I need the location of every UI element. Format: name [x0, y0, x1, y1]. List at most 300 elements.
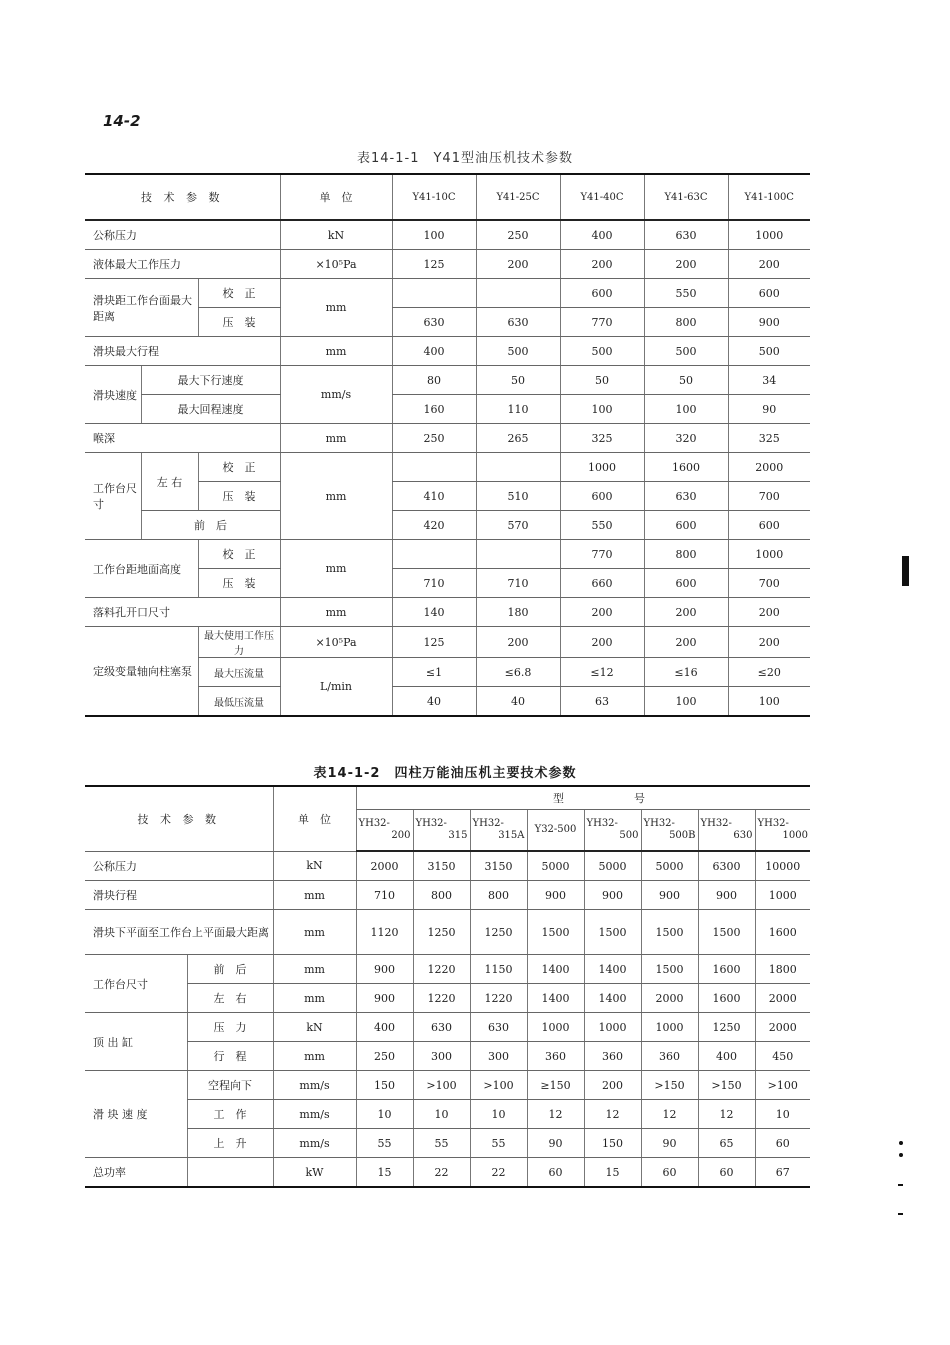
- table2-header-row: [85, 786, 810, 810]
- header-model: [584, 810, 641, 852]
- row-label: 滑块速度: [85, 366, 141, 424]
- value-cell: 550: [644, 279, 728, 308]
- header-unit: 单 位: [280, 174, 392, 220]
- group-label: 前 后: [141, 511, 280, 540]
- value-cell: 800: [644, 540, 728, 569]
- sub-label: 最大压流量: [198, 658, 280, 687]
- value-cell: 2000: [755, 984, 810, 1013]
- row-label: 总功率: [85, 1158, 187, 1188]
- table-row: [85, 395, 810, 424]
- sub-label: 空程向下: [187, 1071, 273, 1100]
- value-cell: 200: [728, 250, 810, 279]
- sub-label: 压 力: [187, 1013, 273, 1042]
- value-cell: 1150: [470, 955, 527, 984]
- model-name-b: 200: [391, 830, 411, 841]
- header-model: Y41-10C: [392, 174, 476, 220]
- value-cell: 200: [728, 627, 810, 658]
- value-cell: 200: [644, 598, 728, 627]
- model-name-b: 500: [619, 830, 639, 841]
- value-cell: 200: [644, 627, 728, 658]
- value-cell: 1250: [470, 910, 527, 955]
- value-cell: 65: [698, 1129, 755, 1158]
- model-name-b: 1000: [782, 830, 808, 841]
- value-cell: [392, 453, 476, 482]
- value-cell: 50: [560, 366, 644, 395]
- unit-cell: mm: [273, 1042, 356, 1071]
- value-cell: 2000: [755, 1013, 810, 1042]
- scan-mark: [899, 1153, 903, 1157]
- header-model: [356, 810, 413, 852]
- value-cell: 630: [644, 220, 728, 250]
- value-cell: 600: [728, 511, 810, 540]
- value-cell: 125: [392, 250, 476, 279]
- row-label: 工作台距地面高度: [85, 540, 198, 598]
- table1-header-row: [85, 174, 810, 220]
- value-cell: 1000: [728, 540, 810, 569]
- row-label: 公称压力: [85, 220, 280, 250]
- table-row: [85, 337, 810, 366]
- value-cell: 1500: [641, 955, 698, 984]
- model-name-b: 500B: [669, 830, 696, 841]
- sub-label: 工 作: [187, 1100, 273, 1129]
- table1: [85, 173, 810, 717]
- value-cell: 630: [644, 482, 728, 511]
- value-cell: 2000: [641, 984, 698, 1013]
- value-cell: 12: [527, 1100, 584, 1129]
- scan-mark: [898, 1184, 903, 1186]
- value-cell: 410: [392, 482, 476, 511]
- value-cell: 180: [476, 598, 560, 627]
- row-label: 滑块最大行程: [85, 337, 280, 366]
- value-cell: 2000: [356, 851, 413, 881]
- value-cell: 710: [356, 881, 413, 910]
- value-cell: 900: [527, 881, 584, 910]
- value-cell: 60: [527, 1158, 584, 1188]
- unit-cell: L/min: [280, 658, 392, 717]
- unit-cell: kN: [280, 220, 392, 250]
- value-cell: 900: [641, 881, 698, 910]
- value-cell: ≥150: [527, 1071, 584, 1100]
- header-model: Y41-25C: [476, 174, 560, 220]
- value-cell: 150: [356, 1071, 413, 1100]
- value-cell: 770: [560, 540, 644, 569]
- value-cell: 1000: [755, 881, 810, 910]
- table-row: [85, 1071, 810, 1100]
- value-cell: 500: [644, 337, 728, 366]
- header-model: [698, 810, 755, 852]
- table-row: [85, 598, 810, 627]
- unit-cell: mm: [280, 279, 392, 337]
- value-cell: 700: [728, 482, 810, 511]
- unit-cell: mm: [280, 540, 392, 598]
- row-label: 定级变量轴向柱塞泵: [85, 627, 198, 717]
- value-cell: 12: [698, 1100, 755, 1129]
- value-cell: 1250: [698, 1013, 755, 1042]
- value-cell: 125: [392, 627, 476, 658]
- value-cell: 55: [413, 1129, 470, 1158]
- value-cell: 200: [476, 627, 560, 658]
- value-cell: 1000: [728, 220, 810, 250]
- table-row: [85, 910, 810, 955]
- value-cell: 1500: [641, 910, 698, 955]
- unit-cell: kN: [273, 851, 356, 881]
- sub-label: 上 升: [187, 1129, 273, 1158]
- unit-cell: mm: [280, 598, 392, 627]
- value-cell: 1500: [584, 910, 641, 955]
- value-cell: 80: [392, 366, 476, 395]
- value-cell: 770: [560, 308, 644, 337]
- value-cell: 55: [470, 1129, 527, 1158]
- table-row: [85, 366, 810, 395]
- value-cell: 60: [698, 1158, 755, 1188]
- value-cell: 34: [728, 366, 810, 395]
- value-cell: >100: [413, 1071, 470, 1100]
- sub-label: 最大使用工作压力: [198, 627, 280, 658]
- value-cell: 710: [392, 569, 476, 598]
- unit-cell: mm: [280, 453, 392, 540]
- value-cell: >100: [470, 1071, 527, 1100]
- table1-caption: 表14-1-1 Y41型油压机技术参数: [357, 151, 573, 166]
- header-model: [413, 810, 470, 852]
- value-cell: 360: [641, 1042, 698, 1071]
- value-cell: 100: [644, 687, 728, 717]
- unit-cell: kN: [273, 1013, 356, 1042]
- unit-cell: mm: [273, 984, 356, 1013]
- model-name-a: YH32-: [358, 818, 390, 829]
- value-cell: 150: [584, 1129, 641, 1158]
- sub-label: 前 后: [187, 955, 273, 984]
- value-cell: 360: [584, 1042, 641, 1071]
- value-cell: 15: [356, 1158, 413, 1188]
- value-cell: 3150: [413, 851, 470, 881]
- value-cell: 700: [728, 569, 810, 598]
- value-cell: 1600: [698, 984, 755, 1013]
- value-cell: 1000: [527, 1013, 584, 1042]
- model-name-a: YH32-: [472, 818, 504, 829]
- value-cell: ≤6.8: [476, 658, 560, 687]
- value-cell: 400: [698, 1042, 755, 1071]
- table-row: [85, 955, 810, 984]
- table2-caption: 表14-1-2 四柱万能油压机主要技术参数: [313, 766, 577, 781]
- empty-cell: [187, 1158, 273, 1188]
- model-name-a: YH32-: [700, 818, 732, 829]
- value-cell: 3150: [470, 851, 527, 881]
- table-row: [85, 424, 810, 453]
- value-cell: 40: [392, 687, 476, 717]
- value-cell: 1220: [413, 955, 470, 984]
- value-cell: ≤20: [728, 658, 810, 687]
- value-cell: 67: [755, 1158, 810, 1188]
- unit-cell: mm/s: [273, 1129, 356, 1158]
- value-cell: 100: [560, 395, 644, 424]
- row-label: 公称压力: [85, 851, 273, 881]
- value-cell: 900: [356, 955, 413, 984]
- value-cell: 110: [476, 395, 560, 424]
- unit-cell: mm: [273, 910, 356, 955]
- value-cell: 630: [392, 308, 476, 337]
- value-cell: 100: [392, 220, 476, 250]
- table-row: [85, 220, 810, 250]
- unit-cell: kW: [273, 1158, 356, 1188]
- header-param: 技 术 参 数: [85, 786, 273, 851]
- sub-label: 校 正: [198, 453, 280, 482]
- value-cell: 325: [560, 424, 644, 453]
- value-cell: ≤12: [560, 658, 644, 687]
- value-cell: 1250: [413, 910, 470, 955]
- value-cell: 630: [470, 1013, 527, 1042]
- value-cell: 600: [560, 482, 644, 511]
- value-cell: 200: [584, 1071, 641, 1100]
- unit-cell: mm: [273, 955, 356, 984]
- value-cell: 1220: [413, 984, 470, 1013]
- value-cell: 420: [392, 511, 476, 540]
- model-name-b: 315: [448, 830, 468, 841]
- row-label: 滑 块 速 度: [85, 1071, 187, 1158]
- unit-cell: mm: [273, 881, 356, 910]
- value-cell: 900: [584, 881, 641, 910]
- value-cell: 1400: [527, 984, 584, 1013]
- header-model-group: 型: [356, 786, 584, 810]
- value-cell: 90: [641, 1129, 698, 1158]
- value-cell: 1120: [356, 910, 413, 955]
- value-cell: 200: [728, 598, 810, 627]
- value-cell: 450: [755, 1042, 810, 1071]
- value-cell: 550: [560, 511, 644, 540]
- value-cell: 10: [755, 1100, 810, 1129]
- sub-label: 压 装: [198, 482, 280, 511]
- value-cell: [392, 279, 476, 308]
- value-cell: [476, 453, 560, 482]
- model-name-a: YH32-: [586, 818, 618, 829]
- value-cell: 60: [755, 1129, 810, 1158]
- row-label: 工作台尺寸: [85, 453, 141, 540]
- value-cell: 50: [644, 366, 728, 395]
- value-cell: 265: [476, 424, 560, 453]
- value-cell: 1500: [698, 910, 755, 955]
- scan-mark: [902, 556, 909, 586]
- row-label: 喉深: [85, 424, 280, 453]
- value-cell: ≤16: [644, 658, 728, 687]
- value-cell: 1400: [527, 955, 584, 984]
- value-cell: 200: [476, 250, 560, 279]
- table2: [85, 785, 810, 1188]
- value-cell: 800: [413, 881, 470, 910]
- value-cell: 1500: [527, 910, 584, 955]
- value-cell: 5000: [527, 851, 584, 881]
- value-cell: 10: [413, 1100, 470, 1129]
- value-cell: 630: [476, 308, 560, 337]
- value-cell: 10000: [755, 851, 810, 881]
- value-cell: 50: [476, 366, 560, 395]
- value-cell: 90: [728, 395, 810, 424]
- value-cell: 660: [560, 569, 644, 598]
- table-row: [85, 1042, 810, 1071]
- page-number: 14-2: [103, 112, 141, 130]
- sub-label: 校 正: [198, 279, 280, 308]
- header-param: 技 术 参 数: [85, 174, 280, 220]
- value-cell: 200: [560, 250, 644, 279]
- unit-cell: mm/s: [273, 1071, 356, 1100]
- table-row: [85, 279, 810, 308]
- value-cell: 140: [392, 598, 476, 627]
- model-name-a: Y32-500: [534, 824, 577, 835]
- table-row: [85, 1158, 810, 1188]
- table-row: [85, 851, 810, 881]
- sub-label: 最低压流量: [198, 687, 280, 717]
- sub-label: 左 右: [187, 984, 273, 1013]
- unit-cell: mm: [280, 424, 392, 453]
- value-cell: 60: [641, 1158, 698, 1188]
- value-cell: 22: [470, 1158, 527, 1188]
- value-cell: 100: [728, 687, 810, 717]
- value-cell: 250: [476, 220, 560, 250]
- model-name-b: 315A: [498, 830, 525, 841]
- value-cell: 600: [560, 279, 644, 308]
- value-cell: 6300: [698, 851, 755, 881]
- table-row: [85, 453, 810, 482]
- value-cell: 1000: [584, 1013, 641, 1042]
- header-unit: 单 位: [273, 786, 356, 851]
- value-cell: 100: [644, 395, 728, 424]
- table-row: [85, 540, 810, 569]
- value-cell: 360: [527, 1042, 584, 1071]
- header-model: [755, 810, 810, 852]
- value-cell: 22: [413, 1158, 470, 1188]
- unit-cell: ×10⁵Pa: [280, 627, 392, 658]
- value-cell: 1600: [698, 955, 755, 984]
- value-cell: 40: [476, 687, 560, 717]
- value-cell: 55: [356, 1129, 413, 1158]
- header-model: Y41-63C: [644, 174, 728, 220]
- value-cell: 600: [644, 569, 728, 598]
- unit-cell: mm/s: [273, 1100, 356, 1129]
- value-cell: 630: [413, 1013, 470, 1042]
- row-label: 顶 出 缸: [85, 1013, 187, 1071]
- value-cell: 1800: [755, 955, 810, 984]
- value-cell: 800: [470, 881, 527, 910]
- value-cell: 1600: [644, 453, 728, 482]
- value-cell: 800: [644, 308, 728, 337]
- value-cell: 400: [392, 337, 476, 366]
- value-cell: >100: [755, 1071, 810, 1100]
- value-cell: 15: [584, 1158, 641, 1188]
- value-cell: 10: [470, 1100, 527, 1129]
- value-cell: >150: [641, 1071, 698, 1100]
- row-label: 工作台尺寸: [85, 955, 187, 1013]
- row-label: 落料孔开口尺寸: [85, 598, 280, 627]
- scan-mark: [898, 1213, 903, 1215]
- table-row: [85, 1013, 810, 1042]
- value-cell: 900: [728, 308, 810, 337]
- value-cell: 710: [476, 569, 560, 598]
- value-cell: 200: [560, 598, 644, 627]
- value-cell: 160: [392, 395, 476, 424]
- value-cell: 500: [560, 337, 644, 366]
- value-cell: [476, 279, 560, 308]
- sub-label: 最大回程速度: [141, 395, 280, 424]
- value-cell: ≤1: [392, 658, 476, 687]
- row-label: 滑块下平面至工作台上平面最大距离: [85, 910, 273, 955]
- group-label: 左 右: [141, 453, 198, 511]
- value-cell: 90: [527, 1129, 584, 1158]
- value-cell: 250: [356, 1042, 413, 1071]
- table-row: [85, 250, 810, 279]
- table-row: [85, 881, 810, 910]
- value-cell: 1000: [560, 453, 644, 482]
- value-cell: 320: [644, 424, 728, 453]
- value-cell: 1400: [584, 984, 641, 1013]
- value-cell: [476, 540, 560, 569]
- table-row: [85, 511, 810, 540]
- value-cell: 500: [476, 337, 560, 366]
- model-name-a: YH32-: [757, 818, 789, 829]
- value-cell: 300: [470, 1042, 527, 1071]
- header-model: [641, 810, 698, 852]
- value-cell: 63: [560, 687, 644, 717]
- sub-label: 行 程: [187, 1042, 273, 1071]
- value-cell: [392, 540, 476, 569]
- value-cell: 900: [698, 881, 755, 910]
- header-model: Y41-100C: [728, 174, 810, 220]
- row-label: 滑块距工作台面最大距离: [85, 279, 198, 337]
- value-cell: 12: [641, 1100, 698, 1129]
- value-cell: 1000: [641, 1013, 698, 1042]
- value-cell: 600: [728, 279, 810, 308]
- value-cell: 250: [392, 424, 476, 453]
- scan-mark: [899, 1141, 903, 1145]
- unit-cell: ×10⁵Pa: [280, 250, 392, 279]
- unit-cell: mm: [280, 337, 392, 366]
- sub-label: 校 正: [198, 540, 280, 569]
- sub-label: 压 装: [198, 308, 280, 337]
- model-name-a: YH32-: [415, 818, 447, 829]
- value-cell: 500: [728, 337, 810, 366]
- header-model: Y41-40C: [560, 174, 644, 220]
- table-row: [85, 1129, 810, 1158]
- value-cell: 400: [356, 1013, 413, 1042]
- value-cell: 325: [728, 424, 810, 453]
- value-cell: 10: [356, 1100, 413, 1129]
- unit-cell: mm/s: [280, 366, 392, 424]
- value-cell: 200: [560, 627, 644, 658]
- value-cell: 2000: [728, 453, 810, 482]
- value-cell: 5000: [641, 851, 698, 881]
- value-cell: 300: [413, 1042, 470, 1071]
- value-cell: 200: [644, 250, 728, 279]
- value-cell: 400: [560, 220, 644, 250]
- value-cell: >150: [698, 1071, 755, 1100]
- value-cell: 900: [356, 984, 413, 1013]
- value-cell: 1600: [755, 910, 810, 955]
- sub-label: 压 装: [198, 569, 280, 598]
- row-label: 液体最大工作压力: [85, 250, 280, 279]
- header-model-group: 号: [584, 786, 810, 810]
- value-cell: 510: [476, 482, 560, 511]
- table-row: [85, 984, 810, 1013]
- value-cell: 600: [644, 511, 728, 540]
- row-label: 滑块行程: [85, 881, 273, 910]
- value-cell: 570: [476, 511, 560, 540]
- value-cell: 5000: [584, 851, 641, 881]
- table-row: [85, 1100, 810, 1129]
- value-cell: 1220: [470, 984, 527, 1013]
- model-name-b: 630: [733, 830, 753, 841]
- table-row: [85, 627, 810, 658]
- header-model: [470, 810, 527, 852]
- model-name-a: YH32-: [643, 818, 675, 829]
- sub-label: 最大下行速度: [141, 366, 280, 395]
- value-cell: 12: [584, 1100, 641, 1129]
